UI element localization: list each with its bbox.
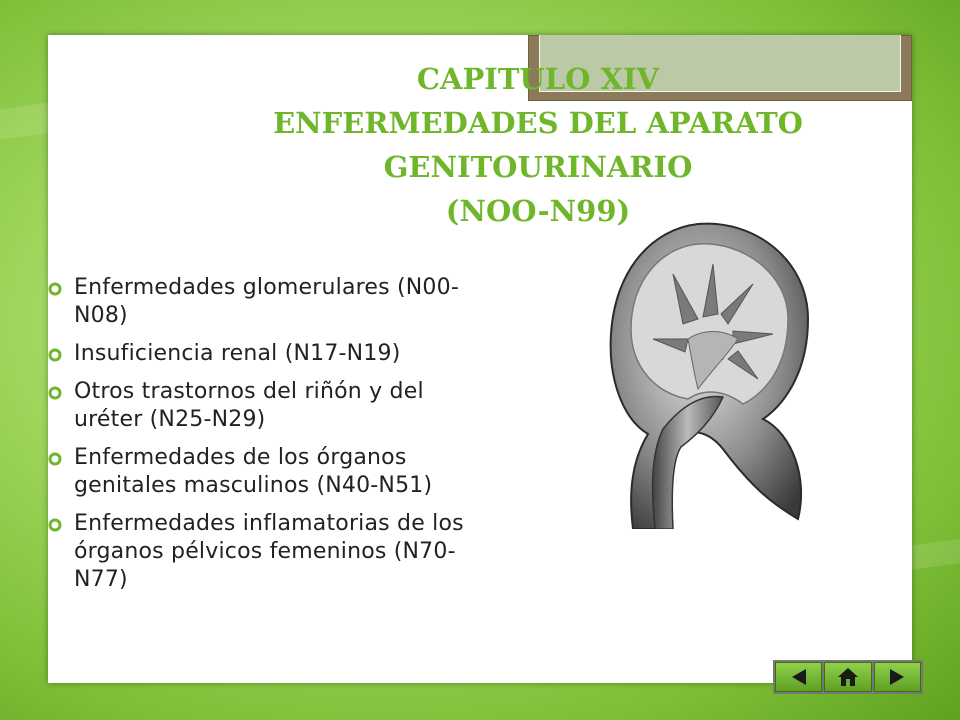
- list-item-text: Enfermedades inflamatorias de los órganos pélvicos femeninos (N70-N77): [74, 511, 464, 592]
- list-item: [48, 378, 488, 434]
- slide-panel: [48, 35, 912, 683]
- list-item-text: Insuficiencia renal (N17-N19): [74, 341, 401, 366]
- title-line-2: ENFERMEDADES DEL APARATO: [273, 106, 803, 140]
- home-icon: [837, 667, 859, 687]
- slide-navigation-bar: [773, 660, 923, 694]
- list-item: [48, 274, 488, 330]
- list-item-text: Enfermedades glomerulares (N00-N08): [74, 275, 459, 328]
- list-item: [48, 510, 488, 594]
- bullet-ring-icon: [48, 348, 62, 362]
- slide-title: [168, 57, 908, 233]
- triangle-left-icon: [790, 667, 808, 687]
- next-slide-button[interactable]: [874, 662, 921, 692]
- triangle-right-icon: [888, 667, 906, 687]
- bullet-ring-icon: [48, 452, 62, 466]
- previous-slide-button[interactable]: [775, 662, 822, 692]
- title-line-4: (NOO-N99): [445, 194, 631, 228]
- bullet-list: [48, 274, 488, 594]
- home-button[interactable]: [824, 662, 871, 692]
- bullet-ring-icon: [48, 386, 62, 400]
- title-line-1: CAPITULO XIV: [416, 62, 660, 96]
- kidney-cross-section-image: [603, 219, 813, 529]
- list-item-text: Enfermedades de los órganos genitales masculinos (N40-N51): [74, 445, 433, 498]
- list-item-text: Otros trastornos del riñón y del uréter (N25-N29): [74, 379, 424, 432]
- bullet-ring-icon: [48, 282, 62, 296]
- bullet-list-container: [48, 274, 488, 604]
- bullet-ring-icon: [48, 518, 62, 532]
- list-item: [48, 340, 488, 368]
- title-line-3: GENITOURINARIO: [383, 150, 693, 184]
- list-item: [48, 444, 488, 500]
